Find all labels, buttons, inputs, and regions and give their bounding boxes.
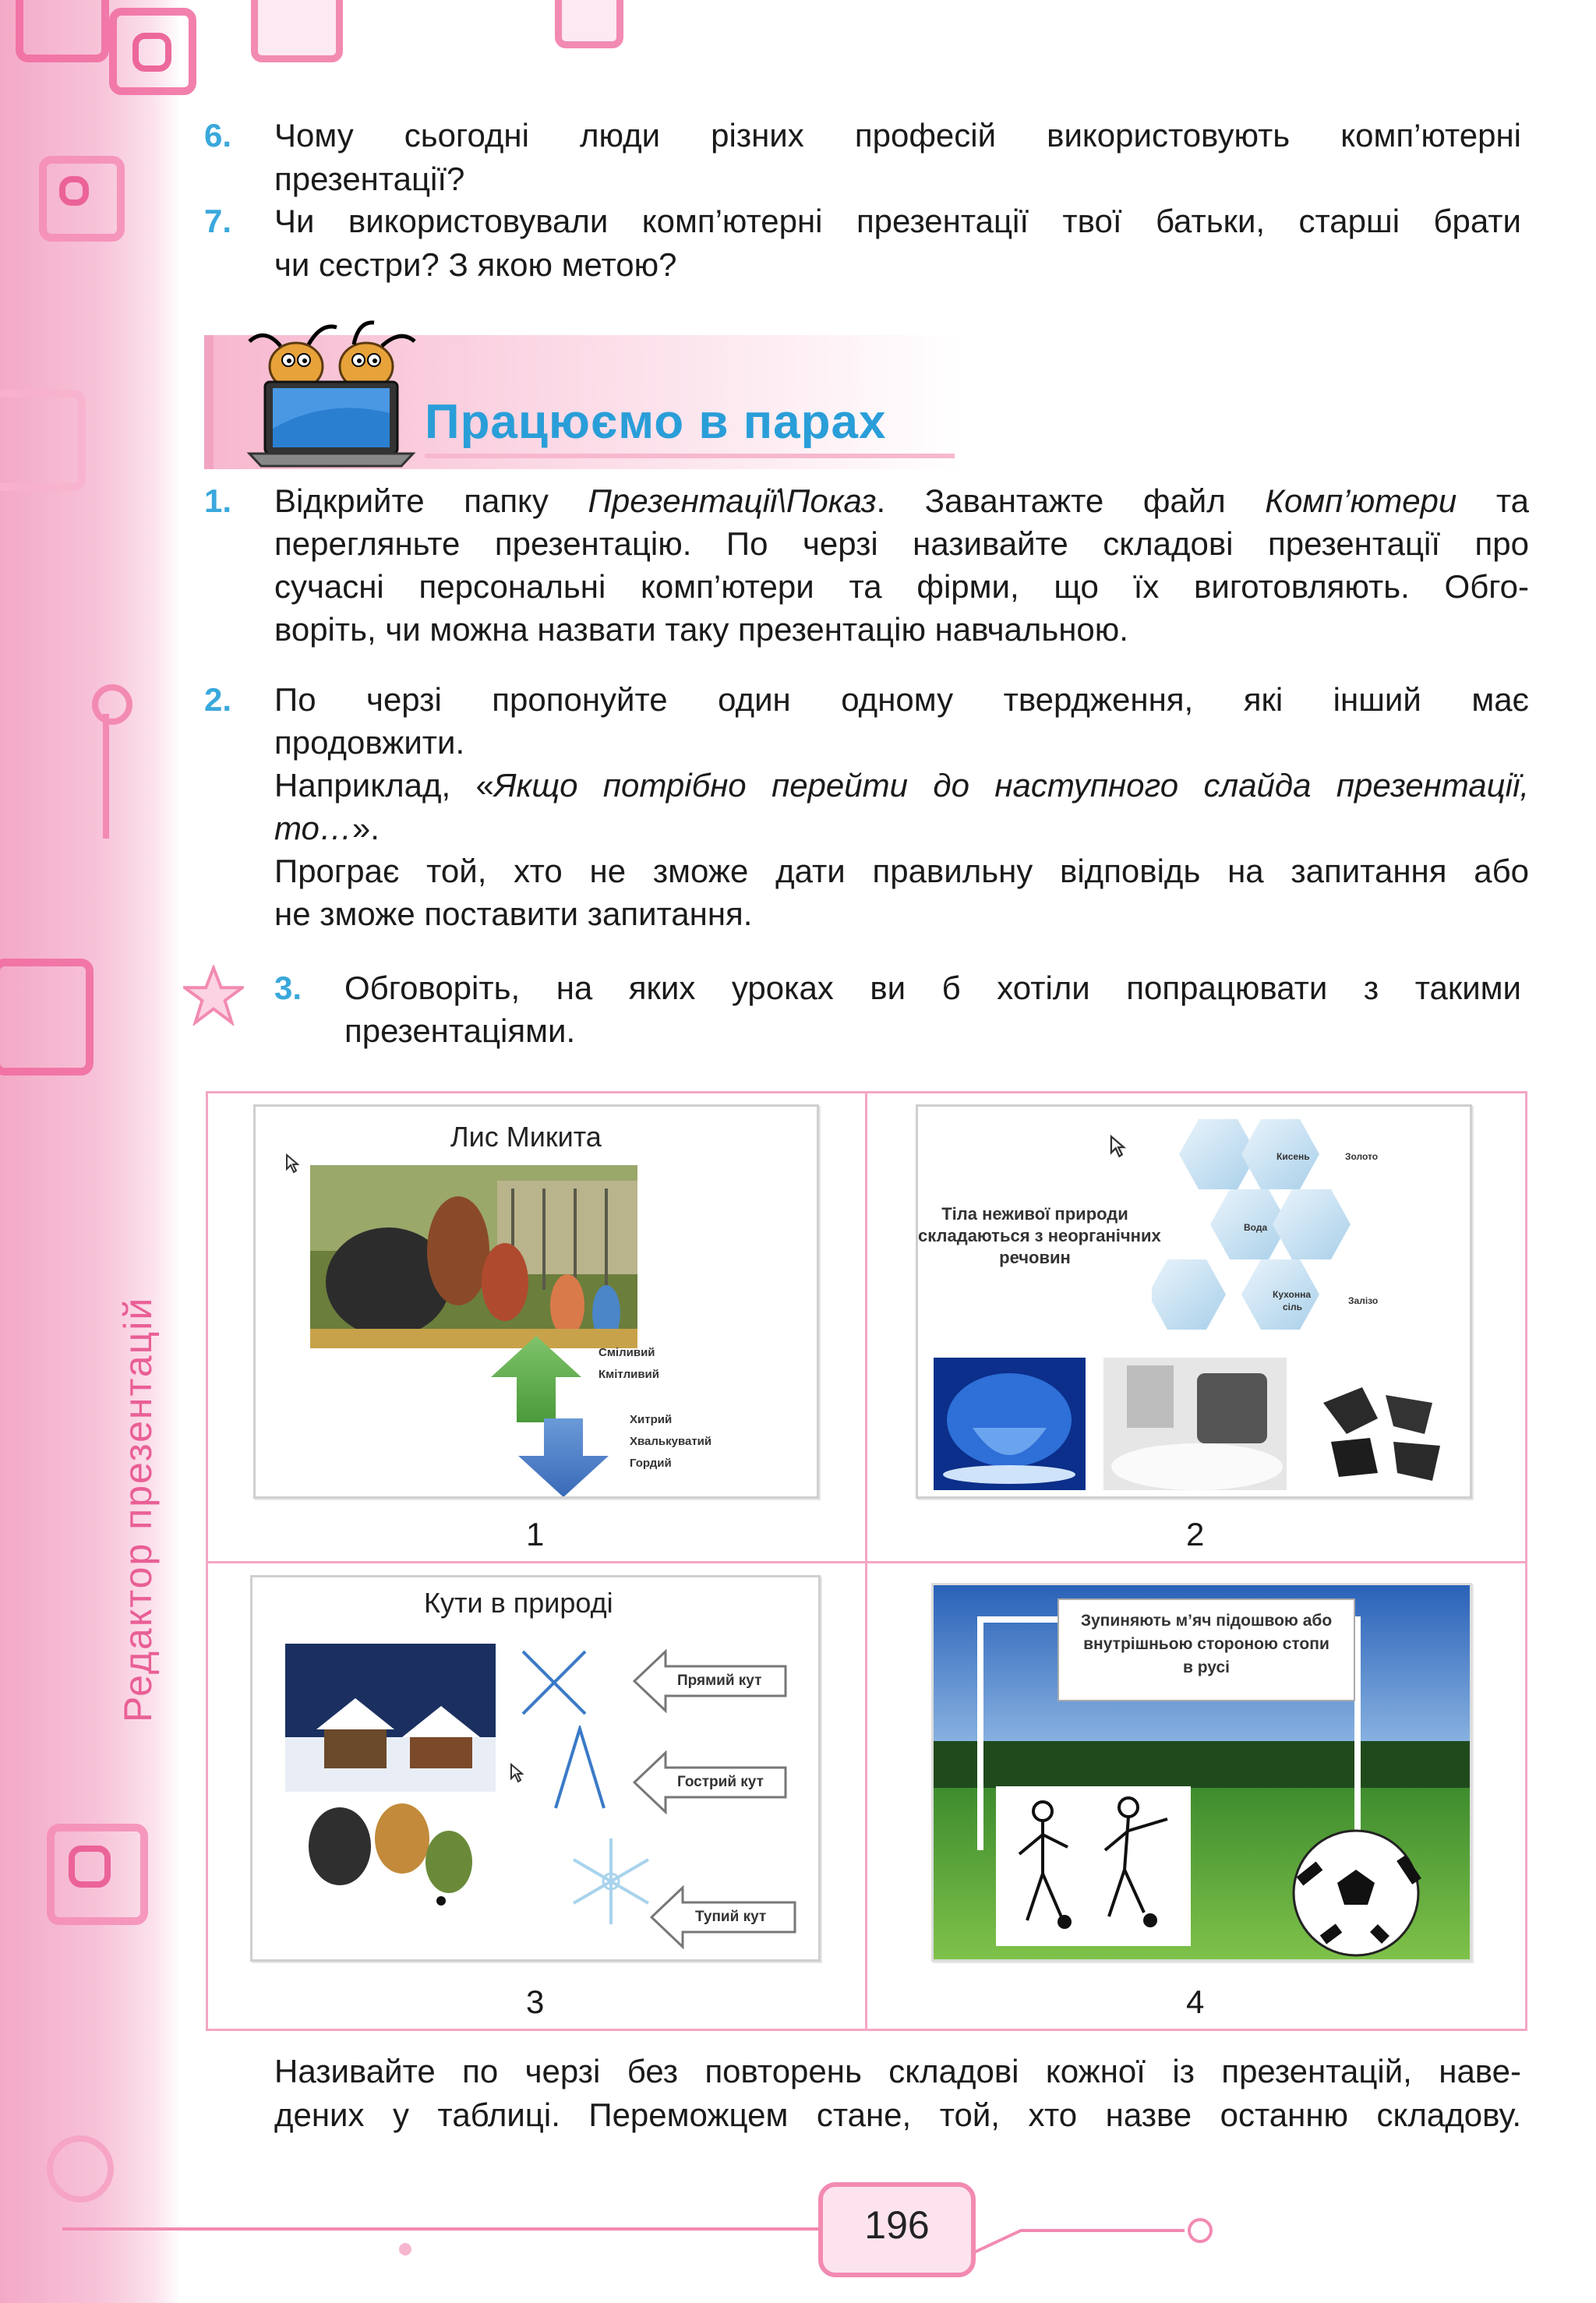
trait-bad: Хитрий [630, 1413, 673, 1426]
angle-label: Тупий кут [695, 1909, 767, 1925]
footer-decor-line [62, 2213, 1231, 2260]
slide-number-2: 2 [1186, 1516, 1205, 1552]
exercise-line: перегляньте презентацію. По черзі називайте складові презентації про [274, 525, 1529, 562]
winter-cartoon-image [285, 1644, 496, 1924]
slide-number-4: 4 [1186, 1983, 1205, 2020]
slide-thumbnail-2 [916, 1104, 1472, 1499]
slide-thumbnail-1 [253, 1104, 819, 1499]
slide-4-caption: Зупиняють м’яч підошвою або [1080, 1612, 1333, 1630]
slide-3-title: Кути в природі [424, 1587, 613, 1619]
angle-label: Гострий кут [677, 1774, 764, 1790]
hex-label: Залізо [1348, 1295, 1379, 1306]
exercise-line: Обговоріть, на яких уроках ви б хотіли попрацювати з такими [344, 970, 1521, 1006]
left-decorative-band [0, 0, 181, 2303]
trait-good: Сміливий [598, 1346, 655, 1359]
text-fragment: Наприклад, « [274, 767, 494, 804]
slide-number-3: 3 [526, 1983, 545, 2020]
question-line: Чи використовували комп’ютерні презентації твої батьки, старші брати [274, 203, 1521, 239]
slide-4-caption: внутрішньою стороною стопи [1083, 1635, 1329, 1653]
top-square-1 [251, 0, 343, 62]
slide-2-text: складаються з неорганічних [918, 1226, 1161, 1245]
angle-label: Прямий кут [677, 1673, 762, 1689]
final-instruction [274, 2050, 1521, 2137]
instruction-line: Називайте по черзі без повторень складові кожної із презентацій, наве- [274, 2053, 1521, 2089]
slide-number-1: 1 [526, 1516, 545, 1552]
question-number: 6. [204, 117, 232, 154]
trait-good: Кмітливий [598, 1368, 659, 1381]
hex-label: Кисень [1276, 1151, 1310, 1162]
page-number: 196 [864, 2203, 930, 2247]
folder-path: Презентації\Показ [588, 482, 877, 519]
cursor-icon [285, 1153, 299, 1174]
band-square-3 [16, 0, 109, 62]
band-square-2 [132, 33, 171, 72]
blue-down-arrow [517, 1417, 610, 1499]
acute-angle-icon [553, 1725, 607, 1811]
top-square-2 [555, 0, 623, 48]
coal-image [1308, 1372, 1456, 1489]
exercise-line: продовжити. [274, 724, 465, 761]
instruction-line: дених у таблиці. Переможцем стане, той, хто назве останню складову. [274, 2096, 1521, 2133]
question-line: презентації? [274, 161, 465, 197]
crossed-lines-icon [519, 1648, 589, 1718]
snowflake-icon [564, 1835, 658, 1928]
cursor-icon [1109, 1135, 1126, 1158]
water-cup-image [934, 1358, 1086, 1490]
slide-4-caption: в русі [1183, 1658, 1230, 1676]
exercise-line: не зможе поставити запитання. [274, 895, 753, 932]
slide-thumbnail-4 [931, 1583, 1472, 1962]
hex-label: Кухонна [1273, 1289, 1312, 1300]
exercise-line [274, 807, 1529, 849]
exercise-line: сучасні персональні комп’ютери та фірми, що їх виготовляють. Обго- [274, 568, 1529, 605]
star-icon [183, 965, 244, 1026]
exercise-line: Програє той, хто не зможе дати правильну відповідь на запитання або [274, 853, 1529, 889]
section-title-underline [425, 454, 955, 458]
slide-1-title: Лис Микита [450, 1121, 602, 1153]
exercise-line [274, 764, 1529, 807]
cursor-icon [510, 1763, 524, 1783]
trait-bad: Хвалькуватий [630, 1435, 712, 1448]
green-up-arrow [489, 1334, 583, 1424]
question-number: 7. [204, 203, 232, 239]
question-line: Чому сьогодні люди різних професій використовують комп’ютерні [274, 117, 1521, 154]
salt-image [1103, 1358, 1287, 1490]
band-square-6 [0, 390, 86, 491]
exercise-number: 2. [204, 681, 232, 718]
file-name: Комп’ютери [1265, 482, 1457, 519]
hex-label: Золото [1345, 1151, 1379, 1162]
slide-2-text: Тіла неживої природи [941, 1204, 1128, 1224]
slide-2-text: речовин [999, 1248, 1071, 1267]
question-line: чи сестри? З якою метою? [274, 246, 677, 283]
hex-label: Вода [1244, 1222, 1268, 1233]
exercise-number: 1. [204, 482, 232, 519]
table-divider-horizontal [208, 1561, 1525, 1563]
trait-bad: Гордий [630, 1457, 672, 1470]
exercise-number: 3. [274, 970, 302, 1006]
exercise-line: По черзі пропонуйте один одному твердження, які інший має [274, 681, 1529, 718]
text-fragment: Відкрийте папку [274, 482, 588, 519]
section-title: Працюємо в парах [425, 395, 887, 449]
band-circle-2 [47, 2135, 114, 2202]
hex-label: сіль [1283, 1302, 1303, 1312]
exercise-line: презентаціями. [344, 1012, 576, 1049]
cartoon-fox-image [310, 1165, 637, 1348]
laptop-mascot-icon [234, 312, 429, 468]
band-circle-1 [92, 684, 132, 725]
band-line-1 [103, 714, 109, 839]
text-fragment: та [1457, 482, 1529, 519]
band-square-5 [59, 176, 89, 206]
slide-thumbnail-3 [250, 1575, 821, 1962]
exercise-line: воріть, чи можна назвати таку презентацію навчальною. [274, 611, 1128, 648]
presentations-table [206, 1091, 1527, 2031]
band-square-7 [0, 959, 94, 1076]
example-statement: то… [274, 810, 352, 846]
text-fragment: ». [351, 810, 380, 846]
text-fragment: . Завантажте файл [876, 482, 1266, 519]
example-statement: Якщо потрібно перейти до наступного слайда презентації, [493, 767, 1529, 804]
band-square-9 [69, 1846, 111, 1888]
exercise-line [274, 479, 1529, 522]
vertical-section-title: Редактор презентацій [116, 1296, 160, 1722]
